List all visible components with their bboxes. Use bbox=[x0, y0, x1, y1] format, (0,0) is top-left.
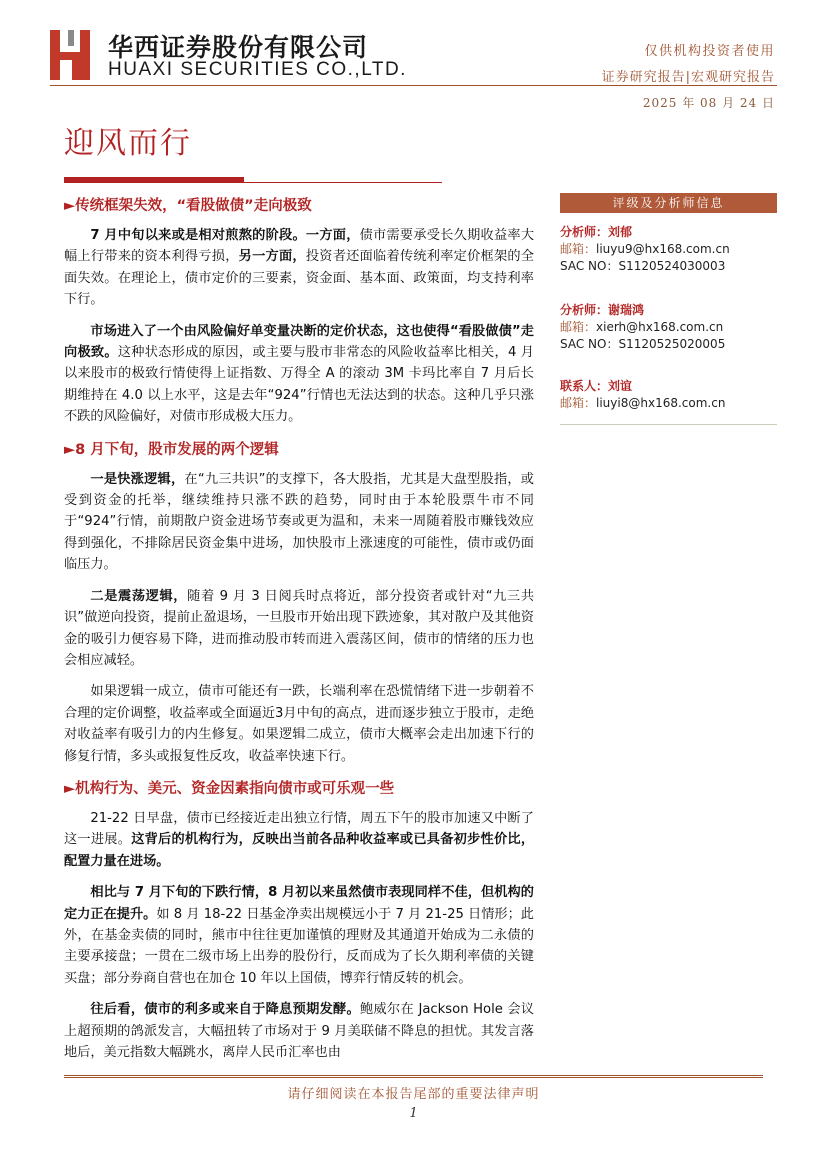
section-2 bbox=[64, 438, 534, 767]
legal-notice: 请仔细阅读在本报告尾部的重要法律声明 bbox=[287, 1087, 540, 1102]
section-1 bbox=[64, 194, 534, 428]
paragraph: 7 月中旬以来或是相对煎熬的阶段。一方面，债市需要承受长久期收益率大幅上行带来的资本利得亏损，另一方面，投资者还面临着传统利率定价框架的全面失效。在理论上，债市定价的三要素，资金面、基本面、政策面，均支持利率下行。 bbox=[64, 228, 535, 308]
paragraph: 二是震荡逻辑，随着 9 月 3 日阅兵时点将近，部分投资者或针对“九三共识”做逆向投资，提前止盈退场，一旦股市开始出现下跌迹象，其对散户及其他资金的吸引力便容易下降，进而推动股市转而进入震荡区间，债市的情绪的压力也会相应减轻。 bbox=[64, 588, 535, 668]
footer-divider bbox=[64, 1075, 763, 1078]
distribution-note: 仅供机构投资者使用 bbox=[644, 44, 775, 59]
paragraph: 相比与 7 月下旬的下跌行情，8 月初以来虽然债市表现同样不佳，但机构的定力正在提升。如 8 月 18-22 日基金净卖出规模远小于 7 月 21-25 日情形；此外，在基金卖债的同时，熊市中往往更加谨慎的理财及其通道开始成为二永债的主要承接盘；一贯在二级市场上出券的股份行，反而成为了长久期利率债的关键买盘；部分券商自营也在加仓 10 年以上国债，博弈行情反转的机会。 bbox=[64, 885, 534, 986]
analyst-role: 分析师：刘郁 bbox=[560, 225, 633, 239]
contact-role: 联系人：刘谊 bbox=[560, 379, 633, 393]
analyst-sac: SAC NO：S1120524030003 bbox=[560, 259, 726, 273]
analyst-card bbox=[560, 223, 777, 275]
contact-card bbox=[560, 377, 777, 412]
section-heading: ►机构行为、美元、资金因素指向债市或可乐观一些 bbox=[64, 780, 395, 797]
paragraph: 21-22 日早盘，债市已经接近走出独立行情，周五下午的股市加速又中断了这一进展。这背后的机构行为，反映出当前各品种收益率或已具备初步性价比，配置力量在进场。 bbox=[64, 810, 535, 869]
report-date: 2025 年 08 月 24 日 bbox=[642, 96, 775, 110]
analyst-sac: SAC NO：S1120525020005 bbox=[560, 337, 726, 351]
company-name-en: HUAXI SECURITIES CO.,LTD. bbox=[108, 59, 407, 80]
paragraph: 市场进入了一个由风险偏好单变量决断的定价状态，这也使得“看股做债”走向极致。这种状态形成的原因，或主要与股市非常态的风险收益率比相关，4 月以来股市的极致行情使得上证指数、万得全 A 的滚动 3M 卡玛比率自 7 月后长期维持在 4.0 以上水平，这是去年“924”行情也无法达到的状态。这种几乎只涨不跌的风险偏好，对债市形成极大压力。 bbox=[64, 323, 534, 425]
section-heading: ►8 月下旬，股市发展的两个逻辑 bbox=[64, 441, 279, 458]
huaxi-logo-icon bbox=[50, 30, 98, 80]
section-3 bbox=[64, 777, 534, 1063]
paragraph: 一是快涨逻辑，在“九三共识”的支撑下，各大股指，尤其是大盘型股指，或受到资金的托举，继续维持只涨不跌的趋势，同时由于本轮股票牛市不同于“924”行情，前期散户资金进场节奏或更为温和，未来一周随着股市赚钱效应得到强化，不排除居民资金集中进场，加快股市上涨速度的可能性，债市或仍面临压力。 bbox=[64, 471, 534, 573]
header-divider bbox=[50, 85, 777, 86]
section-heading: ►传统框架失效，“看股做债”走向极致 bbox=[64, 198, 312, 214]
report-title: 迎风而行 bbox=[64, 126, 192, 161]
report-type: 证券研究报告|宏观研究报告 bbox=[601, 70, 775, 85]
analyst-email[interactable]: 邮箱：liuyu9@hx168.com.cn bbox=[560, 242, 730, 256]
page-number: 1 bbox=[409, 1106, 418, 1121]
analyst-sidebar bbox=[560, 193, 777, 425]
main-content bbox=[64, 194, 534, 1073]
sidebar-heading: 评级及分析师信息 bbox=[560, 193, 777, 213]
contact-email[interactable]: 邮箱：liuyi8@hx168.com.cn bbox=[560, 396, 726, 410]
title-rule bbox=[64, 177, 442, 183]
analyst-role: 分析师：谢瑞鸿 bbox=[560, 303, 645, 317]
paragraph: 往后看，债市的利多或来自于降息预期发酵。鲍威尔在 Jackson Hole 会议上超预期的鸽派发言，大幅扭转了市场对于 9 月美联储不降息的担忧。其发言落地后，美元指数大幅跳水，离岸人民币汇率也由 bbox=[64, 1002, 535, 1060]
sidebar-divider bbox=[560, 424, 777, 425]
company-name-cn: 华西证券股份有限公司 bbox=[108, 33, 369, 62]
analyst-email[interactable]: 邮箱：xierh@hx168.com.cn bbox=[560, 320, 724, 334]
paragraph: 如果逻辑一成立，债市可能还有一跌，长端利率在恐慌情绪下进一步朝着不合理的定价调整，收益率或全面逼近3月中旬的高点，进而逐步独立于股市，走绝对收益率有吸引力的内生修复。如果逻辑二成立，债市大概率会走出加速下行的修复行情，多头或报复性反攻，收益率快速下行。 bbox=[64, 684, 534, 764]
analyst-card bbox=[560, 301, 777, 353]
